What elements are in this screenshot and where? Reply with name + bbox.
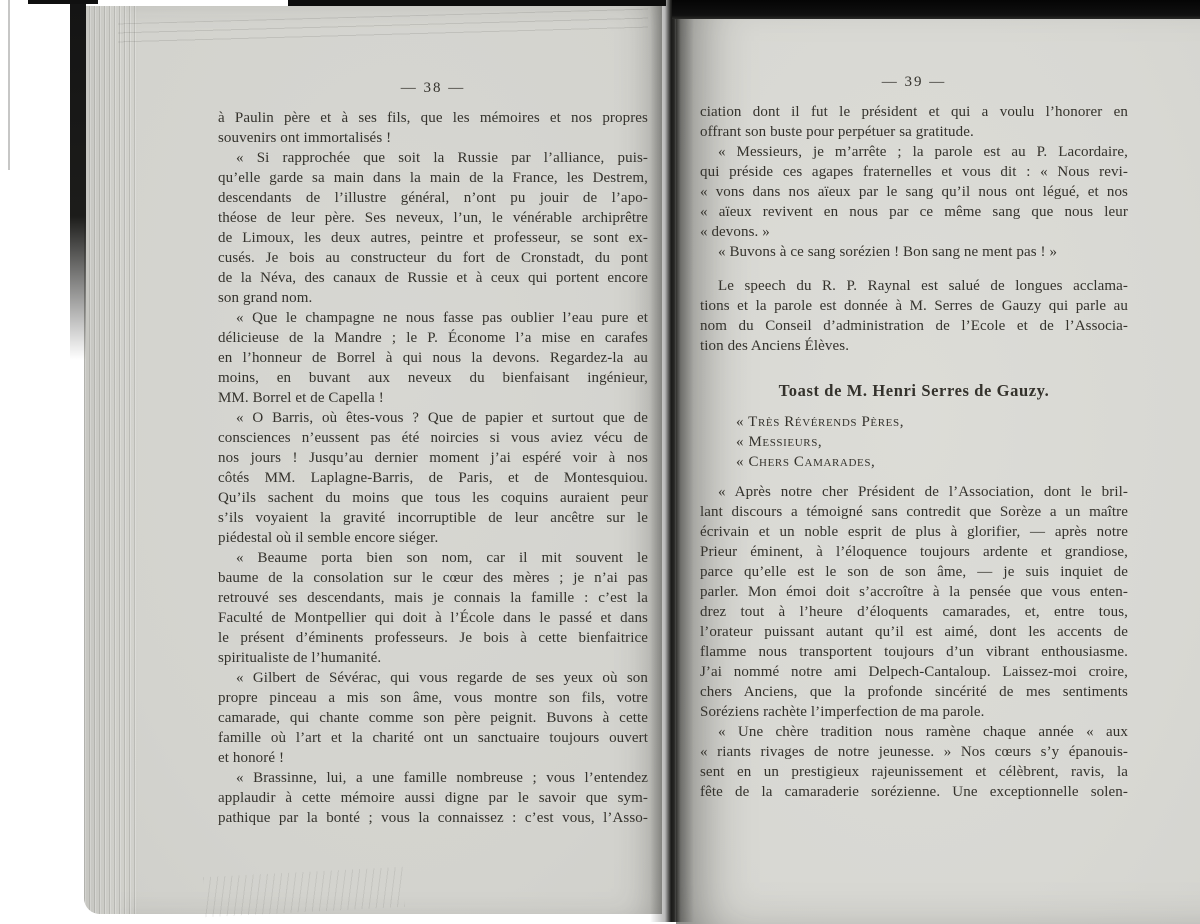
page-stack-top-edge <box>118 9 648 50</box>
text-line: à Paulin père et à ses fils, que les mémoires et nos propres <box>218 110 648 126</box>
text-line: consciences n’eussent pas été noircies si vous aviez vécu de <box>218 430 648 446</box>
text-line: l’orateur puissant autant qu’il est aimé, dont les accents de <box>700 624 1128 640</box>
text-line: applaudir à cette mémoire aussi digne par le savoir que sym- <box>218 790 648 806</box>
text-line: drez tout à l’heure d’éloquents camarades, et, entre tous, <box>700 604 1128 620</box>
text-line: son grand nom. <box>218 290 313 306</box>
paragraph <box>700 276 1128 356</box>
text-line: propre pinceau a mis son âme, vous montre son fils, votre <box>218 690 648 706</box>
right-page-text <box>700 102 1128 802</box>
text-line: qui préside ces agapes fraternelles et vous dit : « Nous revi- <box>700 164 1128 180</box>
text-line: le présent d’éminents professeurs. Je bois à cette bienfaitrice <box>218 630 648 646</box>
text-line: piédestal où il semble encore siéger. <box>218 530 439 546</box>
right-page <box>676 0 1200 924</box>
text-line: lant discours a témoigné sans contredit que Sorèze a un maître <box>700 504 1128 520</box>
paragraph <box>700 102 1128 142</box>
text-line: cusés. Je bois au constructeur du fort de Cronstadt, du pont <box>218 250 648 266</box>
text-line: spiritualiste de l’humanité. <box>218 650 382 666</box>
text-line: offrant son buste pour perpétuer sa gratitude. <box>700 124 974 140</box>
paragraph <box>700 722 1128 802</box>
page-stack-fore-edge <box>84 6 138 914</box>
text-line: « Gilbert de Sévérac, qui vous regarde de ses yeux où son <box>236 670 648 686</box>
text-line: Qu’ils sachent du moins que tous les coquins auraient peur <box>218 490 648 506</box>
text-line: qu’elle garde sa main dans la main de la France, les Destrem, <box>218 170 648 186</box>
text-line: « vons dans nos aïeux par le sang qu’il nous ont légué, et nos <box>700 184 1128 200</box>
salutations <box>700 412 1128 472</box>
text-line: camarade, qui chante comme son père peignit. Buvons à cette <box>218 710 648 726</box>
page-number-38: — 38 — <box>400 80 466 96</box>
text-line: sent en un prestigieux rajeunissement et célèbrent, ravis, la <box>700 764 1128 780</box>
text-line: « riants rivages de notre jeunesse. » Nos cœurs s’y épanouis- <box>700 744 1128 760</box>
text-line: baume de la consolation sur le cœur des mères ; je n’ai pas <box>218 570 648 586</box>
salutation-line: « Messieurs, <box>736 434 823 450</box>
salutation-line: « Très Révérends Pères, <box>736 414 905 430</box>
paragraph <box>218 308 648 408</box>
salutation-line: « Chers Camarades, <box>736 454 876 470</box>
toast-heading: Toast de M. Henri Serres de Gauzy. <box>778 381 1050 400</box>
text-line: nos jours ! Jusqu’au dernier moment j’ai espéré voir à nos <box>218 450 648 466</box>
paragraph <box>218 408 648 548</box>
text-line: MM. Borrel et de Capella ! <box>218 390 384 406</box>
text-line: nom du Conseil d’administration de l’Ecole et de l’Associa- <box>700 318 1128 334</box>
text-line: délicieuse de la Mandre ; le P. Économe l’a mise en carafes <box>218 330 648 346</box>
text-line: « Beaume porta bien son nom, car il mit souvent le <box>236 550 648 566</box>
text-line: « Une chère tradition nous ramène chaque année « aux <box>718 724 1128 740</box>
text-line: « aïeux revivent en nous par ce même sang que nous leur <box>700 204 1128 220</box>
text-line: ciation dont il fut le président et qui a voulu l’honorer en <box>700 104 1128 120</box>
text-line: Prieur éminent, à l’éloquence toujours ardente et grandiose, <box>700 544 1128 560</box>
scan-top-bar-left <box>28 0 98 4</box>
text-line: s’ils voyaient la gravité incorruptible de leur ancêtre sur le <box>218 510 648 526</box>
text-line: écrivain et un noble esprit de plus à glorifier, — après notre <box>700 524 1128 540</box>
text-line: famille où l’art et la charité ont un sanctuaire toujours ouvert <box>218 730 648 746</box>
left-page <box>84 6 662 914</box>
paragraph <box>700 482 1128 722</box>
text-line: J’ai nommé notre ami Delpech-Cantaloup. Laissez-moi croire, <box>700 664 1128 680</box>
text-line: parce qu’elle est le son de son âme, — je suis inquiet de <box>700 564 1128 580</box>
scan-top-bar-middle <box>288 0 666 6</box>
text-line: « Brassinne, lui, a une famille nombreuse ; vous l’entendez <box>236 770 648 786</box>
text-line: « Si rapprochée que soit la Russie par l’alliance, puis- <box>236 150 648 166</box>
text-line: chers Anciens, que la profonde sincérité de mes sentiments <box>700 684 1128 700</box>
text-line: « O Barris, où êtes-vous ? Que de papier et surtout que de <box>236 410 648 426</box>
paragraph <box>218 108 648 148</box>
paragraph <box>218 768 648 828</box>
text-line: fête de la camaraderie sorézienne. Une exceptionnelle solen- <box>700 784 1128 800</box>
paragraph <box>218 148 648 308</box>
text-line: côtés MM. Laplagne-Barris, de Paris, et de Montesquiou. <box>218 470 648 486</box>
text-line: et honoré ! <box>218 750 285 766</box>
text-line: retrouvé ses descendants, mais je connais la famille : c’est la <box>218 590 648 606</box>
text-line: flamme nous transportent toujours d’un vibrant enthousiasme. <box>700 644 1128 660</box>
left-page-text <box>218 108 648 828</box>
text-line: pathique par la bonté ; vous la connaissez : c’est vous, l’Asso- <box>218 810 648 826</box>
text-line: en l’honneur de Borrel à qui nous la devons. Regardez-la au <box>218 350 648 366</box>
page-stack-bottom-edge <box>203 867 405 917</box>
text-line: tion des Anciens Élèves. <box>700 338 850 354</box>
text-line: de la Néva, des canaux de Russie et à ceux qui portent encore <box>218 270 648 286</box>
paragraph <box>218 668 648 768</box>
text-line: « Après notre cher Président de l’Association, dont le bril- <box>718 484 1128 500</box>
book-cover-edge-shadow <box>70 0 86 360</box>
text-line: souvenirs ont immortalisés ! <box>218 130 392 146</box>
text-line: descendants de l’illustre général, n’ont pu jouir de l’apo- <box>218 190 648 206</box>
page-number-39: — 39 — <box>881 74 947 90</box>
paragraph <box>218 548 648 668</box>
text-line: parler. Mon émoi doit s’accroître à la pensée que vous enten- <box>700 584 1128 600</box>
scan-edge-line <box>8 0 10 170</box>
paragraph <box>700 142 1128 242</box>
scan-top-bar-right <box>672 0 1200 19</box>
text-line: « devons. » <box>700 224 770 240</box>
text-line: Faculté de Montpellier qui doit à l’École dans le passé et dans <box>218 610 648 626</box>
text-line: Le speech du R. P. Raynal est salué de longues acclama- <box>718 278 1128 294</box>
text-line: Soréziens rachète l’imperfection de ma parole. <box>700 704 985 720</box>
text-line: tions et la parole est donnée à M. Serres de Gauzy qui parle au <box>700 298 1128 314</box>
text-line: « Messieurs, je m’arrête ; la parole est au P. Lacordaire, <box>718 144 1128 160</box>
binding-gutter-shadow <box>650 0 694 922</box>
paragraph <box>700 242 1128 262</box>
text-line: « Que le champagne ne nous fasse pas oublier l’eau pure et <box>236 310 648 326</box>
text-line: théose de leur père. Ses neveux, l’un, le vénérable archiprêtre <box>218 210 648 226</box>
text-line: moins, en buvant aux neveux du bienfaisant ingénieur, <box>218 370 648 386</box>
text-line: de Limoux, les deux autres, peintre et professeur, se sont ex- <box>218 230 648 246</box>
text-line: « Buvons à ce sang sorézien ! Bon sang ne ment pas ! » <box>718 244 1058 260</box>
